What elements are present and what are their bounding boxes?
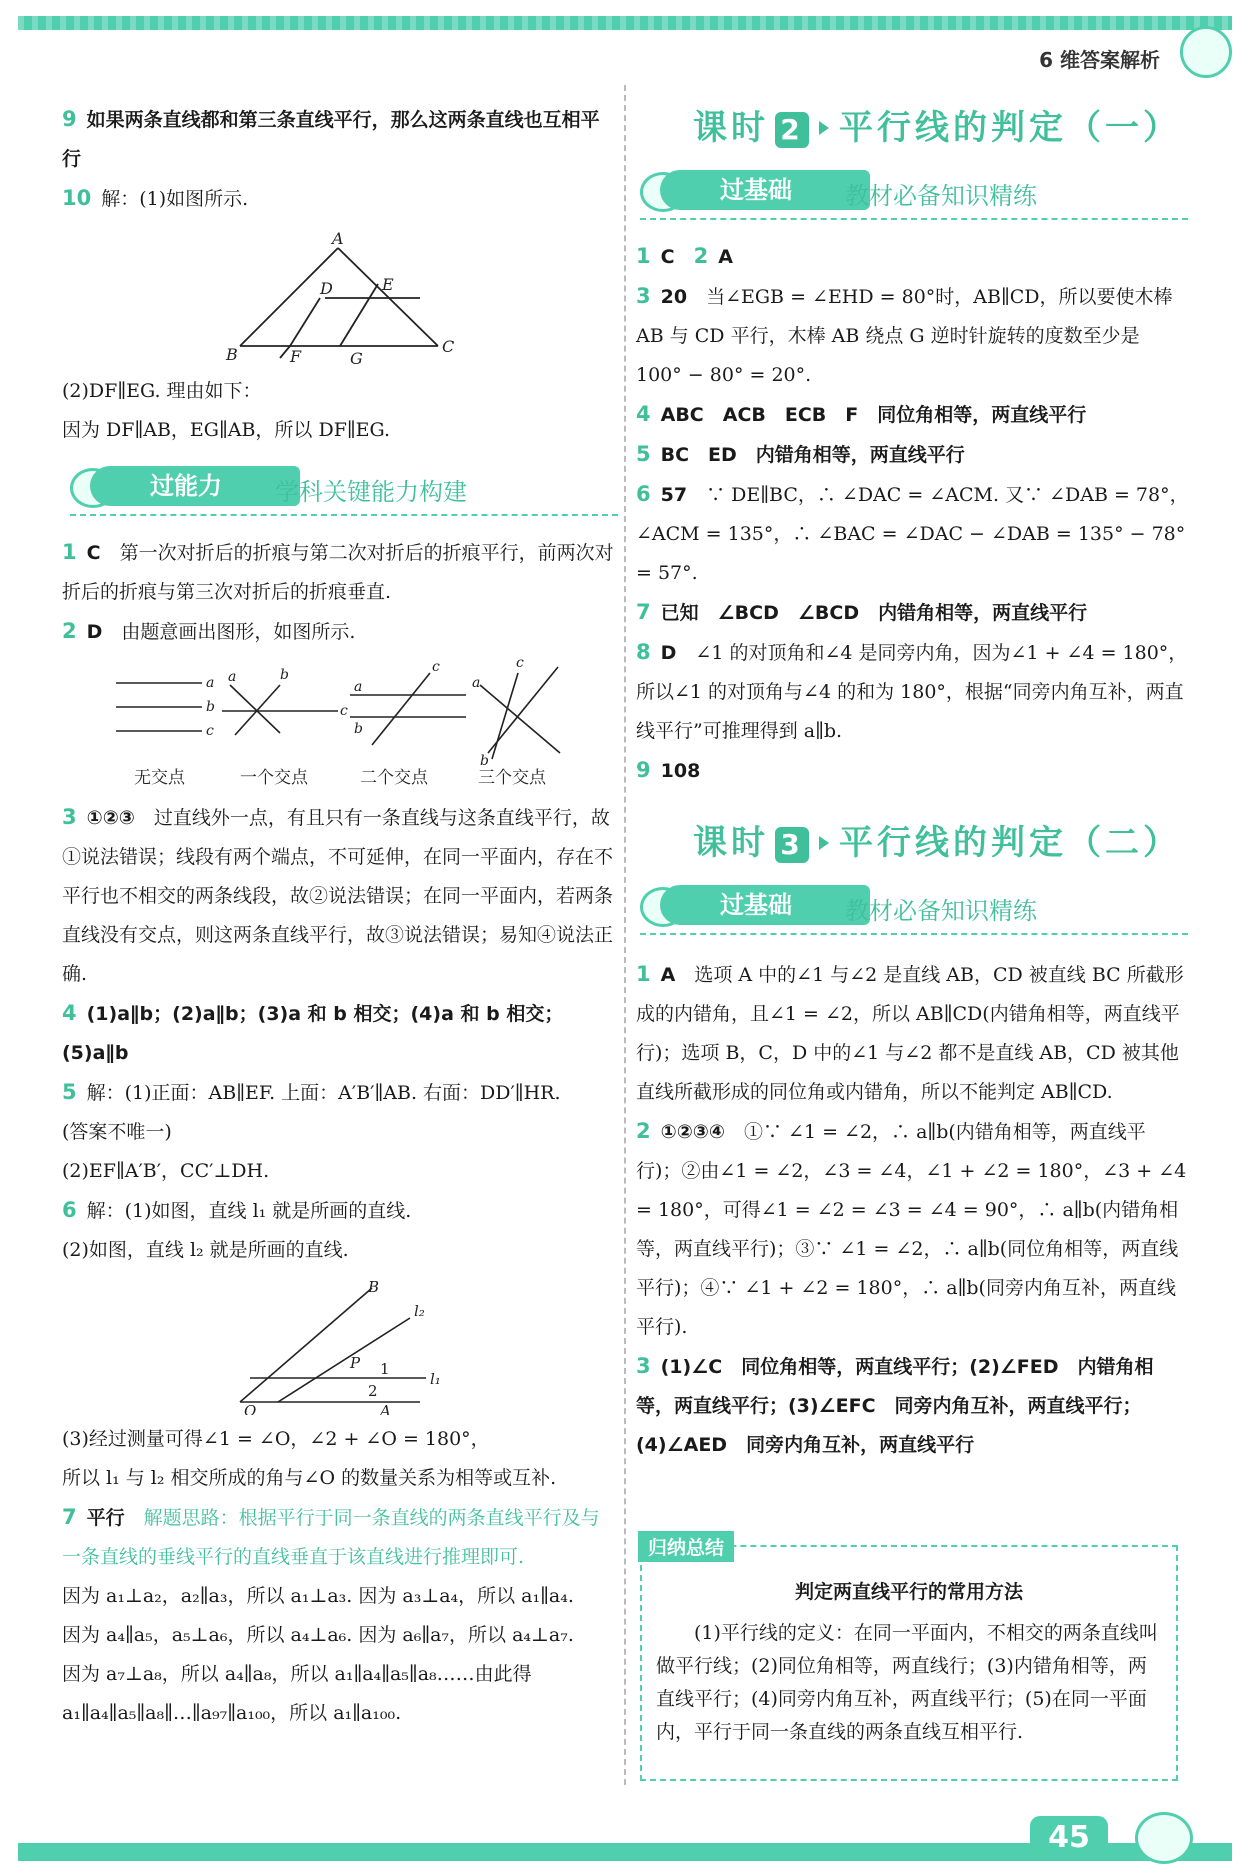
caption-none: 无交点 xyxy=(134,768,185,788)
question-number: 5 xyxy=(62,1080,77,1104)
ability-answer-2 xyxy=(62,612,617,652)
left-column xyxy=(62,100,617,219)
question-number: 3 xyxy=(636,284,651,308)
basic-answer-7 xyxy=(636,593,1191,633)
answer-10-part2: (2)DF∥EG. 理由如下： xyxy=(62,380,262,402)
answer-10 xyxy=(62,179,617,219)
label-a: a xyxy=(206,675,215,691)
mascot-icon xyxy=(1180,26,1232,78)
basic-answer-6 xyxy=(636,475,1191,593)
label-l2: l₂ xyxy=(414,1302,425,1320)
answer-choice: D xyxy=(660,642,677,664)
label-a: a xyxy=(228,669,237,685)
page-number: 45 xyxy=(1048,1820,1090,1855)
answer-text: 解：(1)正面：AB∥EF. 上面：A′B′∥AB. 右面：DD′∥HR. xyxy=(86,1082,561,1104)
answer-6-part2: (2)如图，直线 l₂ 就是所画的直线. xyxy=(62,1239,349,1261)
question-number: 4 xyxy=(636,402,651,426)
basic-answer-5 xyxy=(636,435,1191,475)
question-number: 6 xyxy=(636,482,651,506)
lesson-2-title xyxy=(693,100,1181,149)
question-number: 5 xyxy=(636,442,651,466)
answer-7-line3: 因为 a₇⊥a₈，所以 a₄∥a₈，所以 a₁∥a₄∥a₅∥a₈……由此得 xyxy=(62,1663,532,1685)
hint-text: 根据平行于同一条直线的两条直线平行及与一条直线的垂线平行的直线垂直于该直线进行推理即可. xyxy=(62,1507,600,1568)
basic-answer-4 xyxy=(636,395,1191,435)
label-b: b xyxy=(280,667,289,683)
question-number: 9 xyxy=(62,107,77,131)
answer-text: ABC ACB ECB F 同位角相等，两直线平行 xyxy=(660,404,1087,426)
answer-text: 选项 A 中的∠1 与∠2 是直线 AB，CD 被直线 BC 所截形成的内错角，且∠1 = ∠2，所以 AB∥CD(内错角相等，两直线平行)；选项 B，C，D 中的∠1 与∠2 都不是直线 AB，CD 被其他直线所截形成的同位角或内错角，所以不能判定 AB∥CD. xyxy=(636,964,1184,1103)
answer-text: 解：(1)如图，直线 l₁ 就是所画的直线. xyxy=(86,1200,412,1222)
mascot-icon xyxy=(1135,1812,1193,1864)
answer-text: 过直线外一点，有且只有一条直线与这条直线平行，故①说法错误；线段有两个端点，不可延伸，在同一平面内，存在不平行也不相交的两条线段，故②说法错误；在同一平面内，若两条直线没有交点，则这两条直线平行，故③说法错误；易知④说法正确. xyxy=(62,807,614,985)
answer-7-line2: 因为 a₄∥a₅，a₅⊥a₆，所以 a₄⊥a₆. 因为 a₆∥a₇，所以 a₄⊥a₇. xyxy=(62,1624,574,1646)
line-eg xyxy=(340,284,378,346)
basic-answer-1 xyxy=(636,237,1191,277)
lesson3-answer-2 xyxy=(636,1112,1191,1347)
basic-answer-3 xyxy=(636,277,1191,395)
left-column-3 xyxy=(62,533,617,652)
label-b: b xyxy=(480,753,489,769)
answer-text: 当∠EGB = ∠EHD = 80°时，AB∥CD，所以要使木棒 AB 与 CD 平行，木棒 AB 绕点 G 逆时针旋转的度数至少是 100° − 80° = 20°. xyxy=(636,286,1173,386)
lesson-title: 平行线的判定（二） xyxy=(839,823,1181,863)
question-number: 1 xyxy=(636,962,651,986)
answer-text: BC ED 内错角相等，两直线平行 xyxy=(660,444,965,466)
label-c: c xyxy=(432,659,440,675)
question-number: 7 xyxy=(636,600,651,624)
answer-text: ∵ DE∥BC，∴ ∠DAC = ∠ACM. 又∵ ∠DAB = 78°，∠ACM = 135°，∴ ∠BAC = ∠DAC − ∠DAB = 135° − 78° = 57°. xyxy=(636,484,1189,584)
label-c: c xyxy=(516,655,524,671)
caption-three: 三个交点 xyxy=(478,768,546,788)
answer-text: 由题意画出图形，如图所示. xyxy=(121,621,356,643)
answer-choice: A xyxy=(660,964,676,986)
caption-one: 一个交点 xyxy=(240,768,308,788)
ability-answer-3 xyxy=(62,798,617,994)
summary-box xyxy=(640,1537,1178,1781)
label-c: C xyxy=(442,337,455,356)
summary-body: (1)平行线的定义：在同一平面内，不相交的两条直线叫做平行线；(2)同位角相等，两直线行；(3)内错角相等，两直线平行；(4)同旁内角互补，两直线平行；(5)在同一平面内，平行于同一条直线的两条直线互相平行. xyxy=(656,1622,1158,1743)
ability-answer-6 xyxy=(62,1191,617,1231)
answer-choice: D xyxy=(86,621,103,643)
triangle-figure xyxy=(220,228,460,368)
question-number: 4 xyxy=(62,1001,77,1025)
basic-answer-9 xyxy=(636,751,1191,791)
section-subtitle: 教材必备知识精练 xyxy=(845,182,1037,210)
section-header-ability xyxy=(70,466,620,526)
label-a: A xyxy=(332,229,344,248)
answer-value: 108 xyxy=(660,760,701,782)
answer-choice: ①②③ xyxy=(86,807,135,829)
label-e: E xyxy=(382,275,394,294)
basic-answer-8 xyxy=(636,633,1191,751)
answer-text: (1)∠C 同位角相等，两直线平行；(2)∠FED 内错角相等，两直线平行；(3)∠EFC 同旁内角互补，两直线平行；(4)∠AED 同旁内角互补，两直线平行 xyxy=(636,1356,1154,1456)
lesson-3-title xyxy=(693,815,1181,864)
answer-text: 已知 ∠BCD ∠BCD 内错角相等，两直线平行 xyxy=(660,602,1088,624)
answer-text: ∠1 的对顶角和∠4 是同旁内角，因为∠1 + ∠4 = 180°，所以∠1 的对顶角与∠4 的和为 180°，根据“同旁内角互补，两直线平行”可推理得到 a∥b. xyxy=(636,642,1188,742)
answer-choice: A xyxy=(718,246,733,268)
triangle-icon xyxy=(819,121,829,135)
caption-two: 二个交点 xyxy=(360,768,428,788)
answer-9 xyxy=(62,100,617,179)
intersection-figure xyxy=(110,655,570,790)
label-c: c xyxy=(340,703,348,719)
right-column xyxy=(636,237,1191,791)
section-subtitle: 教材必备知识精练 xyxy=(845,897,1037,925)
section-line xyxy=(640,218,1188,220)
label-d: D xyxy=(320,279,333,298)
lesson3-answer-3 xyxy=(636,1347,1191,1465)
answer-text: ①∵ ∠1 = ∠2，∴ a∥b(内错角相等，两直线平行)；②由∠1 = ∠2，∠3 = ∠4，∠1 + ∠2 = 180°，∠3 + ∠4 = 180°，可得∠1 = ∠2 = ∠3 = ∠4 = 90°，∴ a∥b(内错角相等，两直线平行)；③∵ ∠1 = ∠2，∴ a∥b(同位角相等，两直线平行)；④∵ ∠1 + ∠2 = 180°，∴ a∥b(同旁内角互补，两直线平行). xyxy=(636,1121,1187,1338)
left-column-5 xyxy=(62,1420,617,1733)
answer-7-line1: 因为 a₁⊥a₂，a₂∥a₃，所以 a₁⊥a₃. 因为 a₃⊥a₄，所以 a₁∥a₄. xyxy=(62,1585,574,1607)
label-f: F xyxy=(290,347,302,366)
label-a: a xyxy=(354,679,363,695)
answer-10-part3: 因为 DF∥AB，EG∥AB，所以 DF∥EG. xyxy=(62,419,391,441)
summary-title: 判定两直线平行的常用方法 xyxy=(794,1581,1023,1603)
label-b: B xyxy=(226,345,238,364)
answer-6-part3: (3)经过测量可得∠1 = ∠O，∠2 + ∠O = 180°， xyxy=(62,1428,490,1450)
answer-choice: ①②③④ xyxy=(660,1121,725,1143)
angle-figure xyxy=(230,1280,450,1415)
section-line xyxy=(640,933,1188,935)
question-number: 7 xyxy=(62,1505,77,1529)
ability-answer-1 xyxy=(62,533,617,612)
left-column-2 xyxy=(62,372,617,450)
triangle-icon xyxy=(819,836,829,850)
question-number: 3 xyxy=(636,1354,651,1378)
line-df-ext xyxy=(280,346,290,358)
label-b: b xyxy=(354,721,363,737)
answer-text: 第一次对折后的折痕与第二次对折后的折痕平行，前两次对折后的折痕与第三次对折后的折痕垂直. xyxy=(62,542,614,603)
line-df xyxy=(290,298,320,346)
left-column-4 xyxy=(62,798,617,1270)
question-number: 1 xyxy=(636,244,651,268)
answer-7-line4: a₁∥a₄∥a₅∥a₈∥…∥a₉₇∥a₁₀₀，所以 a₁∥a₁₀₀. xyxy=(62,1702,402,1724)
label-b: b xyxy=(206,699,215,715)
question-number: 2 xyxy=(62,619,77,643)
question-number: 9 xyxy=(636,758,651,782)
question-number: 2 xyxy=(693,244,709,268)
hint-label: 解题思路： xyxy=(143,1507,239,1529)
label-o: O xyxy=(244,1402,257,1415)
answer-text: 如果两条直线都和第三条直线平行，那么这两条直线也互相平行 xyxy=(62,109,600,170)
lesson3-answer-1 xyxy=(636,955,1191,1112)
column-divider xyxy=(624,85,626,1785)
answer-text: 解：(1)如图所示. xyxy=(101,188,249,210)
question-number: 6 xyxy=(62,1198,77,1222)
header-label: 6 维答案解析 xyxy=(1039,48,1160,72)
label-l1: l₁ xyxy=(430,1370,441,1388)
answer-value: 20 xyxy=(660,286,688,308)
label-a: A xyxy=(380,1402,391,1415)
answer-5-note: (答案不唯一) xyxy=(62,1121,172,1143)
question-number: 1 xyxy=(62,540,77,564)
label-angle-1: 1 xyxy=(380,1360,390,1378)
lesson-prefix: 课时 xyxy=(693,823,769,863)
lesson-number: 2 xyxy=(775,112,809,148)
lesson-title: 平行线的判定（一） xyxy=(839,108,1181,148)
question-number: 10 xyxy=(62,186,92,210)
answer-choice: 平行 xyxy=(86,1507,125,1529)
section-subtitle: 学科关键能力构建 xyxy=(275,478,467,506)
label-g: G xyxy=(350,349,363,368)
label-c: c xyxy=(206,723,214,739)
right-column-2 xyxy=(636,955,1191,1465)
section-header-basics xyxy=(640,170,1190,230)
summary-tag: 归纳总结 xyxy=(638,1531,734,1562)
lesson-number: 3 xyxy=(775,827,809,863)
answer-choice: C xyxy=(660,246,675,268)
top-banner xyxy=(18,16,1232,30)
ability-answer-7 xyxy=(62,1498,617,1577)
answer-choice: C xyxy=(86,542,101,564)
answer-text: (1)a∥b；(2)a∥b；(3)a 和 b 相交；(4)a 和 b 相交；(5)a∥b xyxy=(62,1003,564,1064)
answer-value: 57 xyxy=(660,484,688,506)
question-number: 2 xyxy=(636,1119,651,1143)
ability-answer-5 xyxy=(62,1073,617,1113)
section-tag: 过能力 xyxy=(90,466,300,506)
section-line xyxy=(70,514,618,516)
label-a: a xyxy=(472,675,481,691)
section-tag: 过基础 xyxy=(660,885,870,925)
question-number: 3 xyxy=(62,805,77,829)
section-header-basics-2 xyxy=(640,885,1190,945)
answer-6-part4: 所以 l₁ 与 l₂ 相交所成的角与∠O 的数量关系为相等或互补. xyxy=(62,1467,557,1489)
ability-answer-4 xyxy=(62,994,617,1073)
label-angle-2: 2 xyxy=(368,1382,378,1400)
answer-5-part2: (2)EF∥A′B′，CC′⊥DH. xyxy=(62,1160,270,1182)
line-l2 xyxy=(278,1318,410,1402)
label-p: P xyxy=(350,1354,361,1372)
label-b: B xyxy=(368,1280,380,1296)
lesson-prefix: 课时 xyxy=(693,108,769,148)
side-ac xyxy=(338,248,438,346)
section-tag: 过基础 xyxy=(660,170,870,210)
question-number: 8 xyxy=(636,640,651,664)
